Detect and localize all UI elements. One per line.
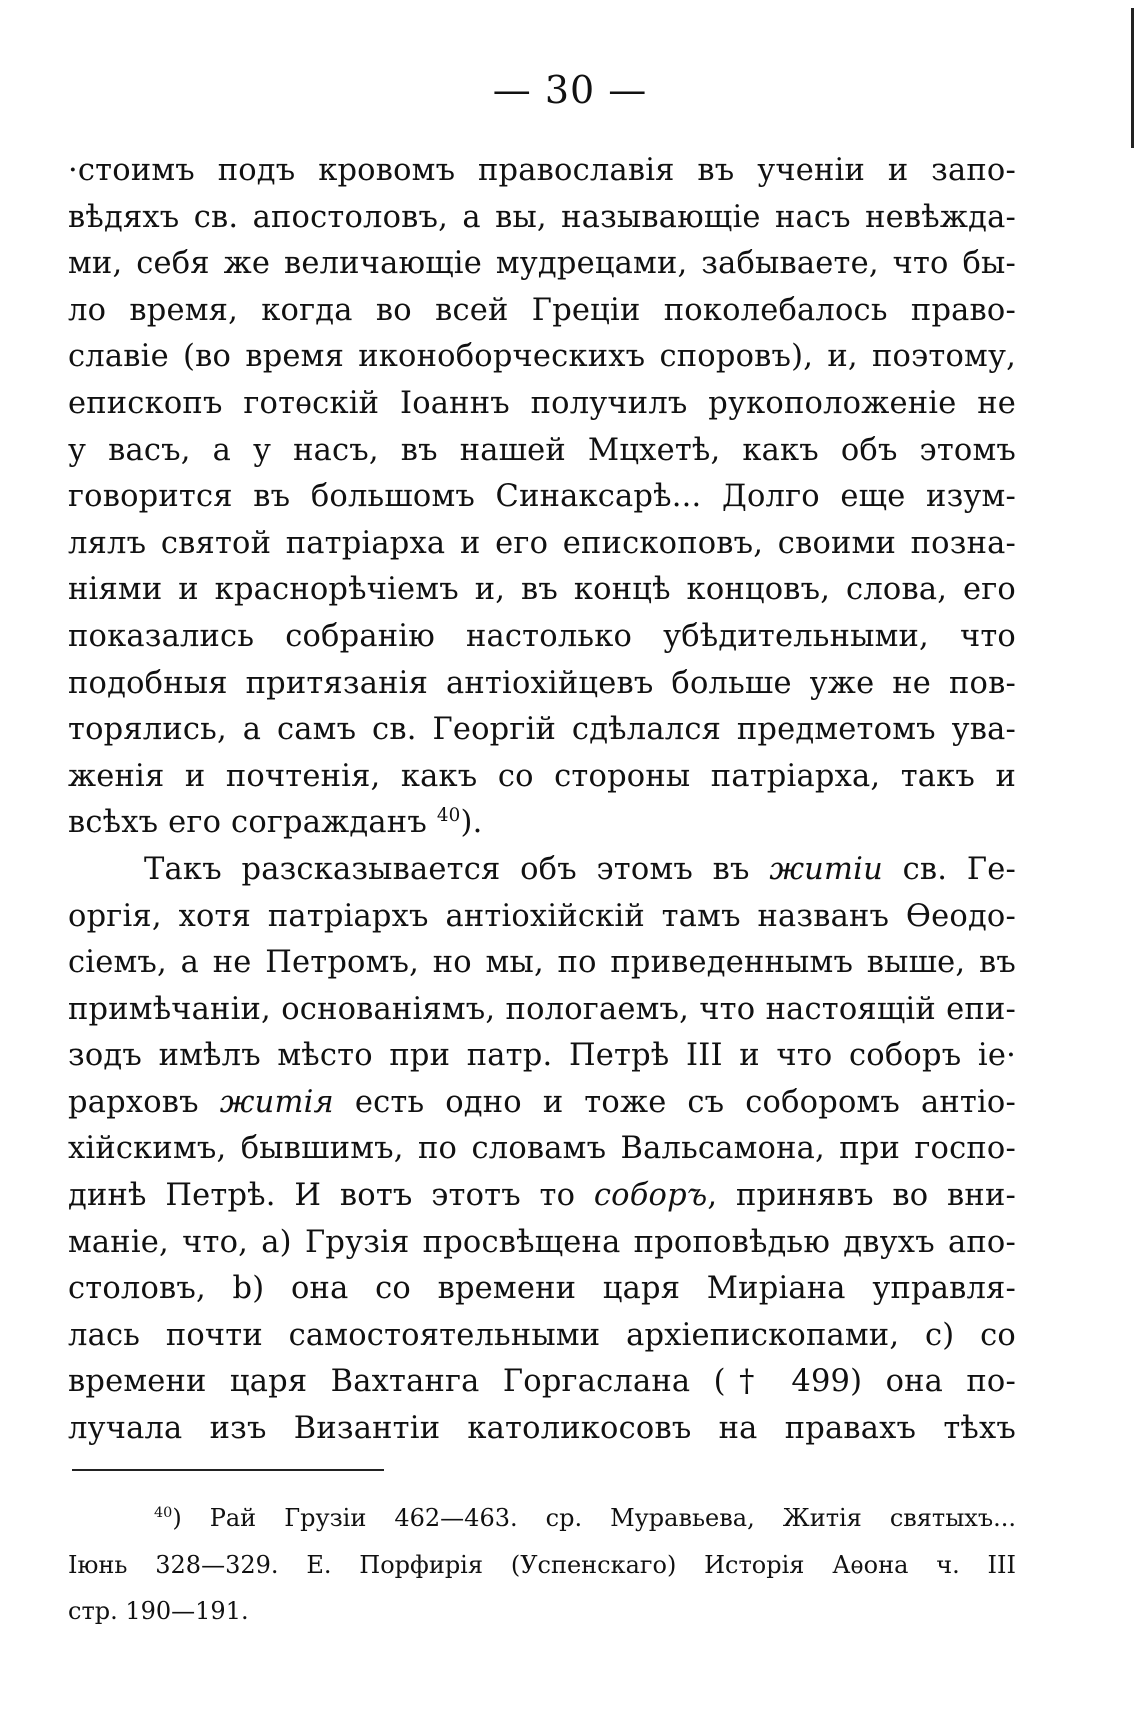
- text-line: [68, 847, 1016, 894]
- text-line: славіе (во время иконоборческихъ споровъ), и, поэтому,: [68, 339, 1016, 375]
- text-line: [68, 1173, 1016, 1220]
- text-segment: всѣхъ его согражданъ: [68, 805, 427, 841]
- text-segment: рарховъ: [68, 1084, 220, 1120]
- text-line: ми, себя же величающіе мудрецами, забываете, что бы-: [68, 246, 1016, 282]
- footnotes: [68, 1494, 1016, 1634]
- text-line: лялъ святой патріарха и его епископовъ, своими позна-: [68, 525, 1016, 561]
- footnote-line: [68, 1494, 1016, 1541]
- paragraph-1: [68, 148, 1016, 847]
- text-line: женія и почтенія, какъ со стороны патріарха, такъ и: [68, 758, 1016, 794]
- text-segment: св. Ге-: [882, 851, 1016, 887]
- text-segment: есть одно и тоже съ соборомъ антіо-: [333, 1084, 1016, 1120]
- text-line: торялись, а самъ св. Георгій сдѣлался предметомъ ува-: [68, 712, 1016, 748]
- text-line: зодъ имѣлъ мѣсто при патр. Петрѣ III и что соборъ іе·: [68, 1038, 1016, 1074]
- italic-word: соборъ: [593, 1178, 708, 1214]
- text-line: столовъ, b) она со времени царя Миріана управля-: [68, 1271, 1016, 1307]
- text-segment: динѣ Петрѣ. И вотъ этотъ то: [68, 1178, 594, 1214]
- text-line-last: [68, 800, 1016, 847]
- footnote-reference: 40: [436, 805, 461, 827]
- text-line: маніе, что, а) Грузія просвѣщена проповѣдью двухъ апо-: [68, 1224, 1016, 1260]
- footnote-line: Іюнь 328—329. Е. Порфирія (Успенскаго) Исторія Аѳона ч. III: [68, 1550, 1016, 1579]
- paragraph-2: [68, 847, 1016, 1453]
- footnote-line: стр. 190—191.: [68, 1597, 249, 1626]
- text-segment: ) Рай Грузіи 462—463. ср. Муравьева, Житія святыхъ...: [172, 1504, 1016, 1532]
- text-line: подобныя притязанія антіохійцевъ больше уже не пов-: [68, 665, 1016, 701]
- text-line: хійскимъ, бывшимъ, по словамъ Вальсамона, при госпо-: [68, 1131, 1016, 1167]
- footnote-divider: [72, 1469, 384, 1471]
- text-line: епископъ готѳскій Іоаннъ получилъ рукоположеніе не: [68, 385, 1016, 421]
- text-line: лучала изъ Византіи католикосовъ на правахъ тѣхъ: [68, 1411, 1016, 1447]
- text-line: ·стоимъ подъ кровомъ православія въ ученіи и запо-: [68, 153, 1016, 188]
- text-line: вѣдяхъ св. апостоловъ, а вы, называющіе насъ невѣжда-: [68, 199, 1016, 235]
- text-line: сіемъ, а не Петромъ, но мы, по приведеннымъ выше, въ: [68, 945, 1016, 981]
- body-text: [68, 148, 1016, 1453]
- text-segment: ).: [460, 805, 483, 841]
- text-segment: Такъ разсказывается объ этомъ въ: [144, 851, 770, 887]
- footnote-marker: 40: [154, 1505, 173, 1521]
- italic-word: житія: [219, 1084, 334, 1120]
- text-line: примѣчаніи, основаніямъ, пологаемъ, что настоящій епи-: [68, 991, 1016, 1027]
- text-line: лась почти самостоятельными архіепископами, с) со: [68, 1317, 1016, 1353]
- text-line: оргія, хотя патріархъ антіохійскій тамъ названъ Ѳеодо-: [68, 898, 1016, 934]
- page-number: — 30 —: [492, 68, 648, 112]
- text-line: ніями и краснорѣчіемъ и, въ концѣ концовъ, слова, его: [68, 572, 1016, 608]
- text-line: [68, 1080, 1016, 1127]
- text-line: говорится въ большомъ Синаксарѣ... Долго еще изум-: [68, 479, 1016, 515]
- text-segment: , принявъ во вни-: [707, 1178, 1016, 1214]
- text-line: у васъ, а у насъ, въ нашей Мцхетѣ, какъ объ этомъ: [68, 432, 1016, 468]
- italic-word: житіи: [769, 851, 883, 887]
- text-line: времени царя Вахтанга Горгаслана († 499) она по-: [68, 1364, 1016, 1400]
- text-line: показались собранію настолько убѣдительными, что: [68, 618, 1016, 654]
- text-line: ло время, когда во всей Греціи поколебалось право-: [68, 292, 1016, 328]
